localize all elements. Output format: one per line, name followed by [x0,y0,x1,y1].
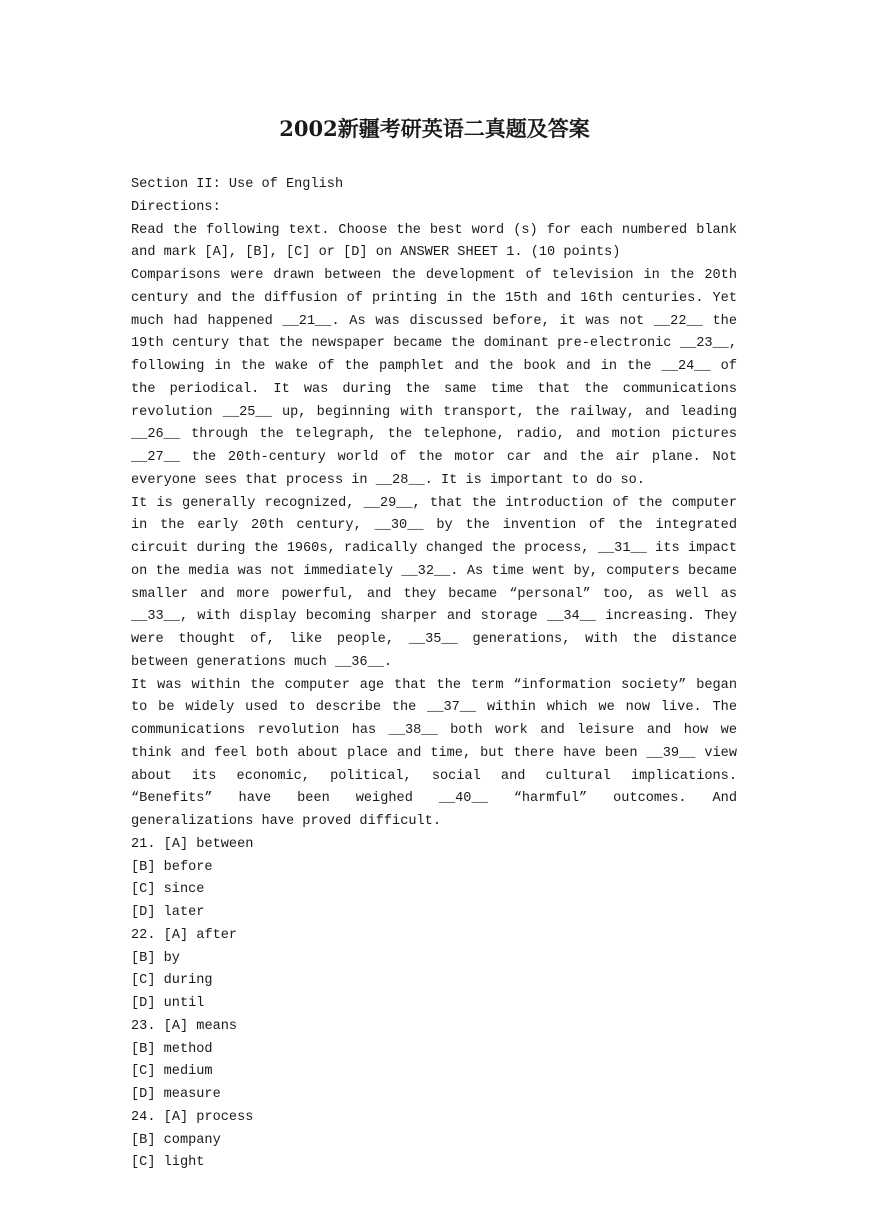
option-c: [C] since [131,882,205,898]
option-a: [A] means [163,1018,238,1034]
question-21 [131,834,737,857]
question-number: 22. [131,927,156,943]
section-heading: Section II: Use of English [131,177,344,192]
option-b: [B] method [131,1041,213,1057]
option-d: [D] later [131,905,205,920]
option-b: [B] by [131,950,180,966]
document-title: 2002新疆考研英语二真题及答案 [279,116,590,141]
option-c: [C] light [131,1155,205,1171]
option-b: [B] company [131,1132,221,1148]
option-d: [D] measure [131,1087,221,1102]
option-a: [A] after [163,927,238,943]
option-c: [C] during [131,973,213,989]
question-24 [131,1107,737,1130]
option-a: [A] process [163,1109,254,1125]
question-number: 21. [131,836,156,852]
question-22 [131,925,737,948]
directions-text: Read the following text. Choose the best word (s) for each numbered blank and mark [A], [B], [C] or [D] on ANSWER SHEET 1. (10 points) [131,222,737,261]
passage-paragraph-2: It is generally recognized, __29__, that the introduction of the computer in the early 20th century, __30__ by the invention of the integrated circuit during the 1960s, radically changed the process, __31__ its impact on the media was not immediately __32__. As time went by, computers became smaller and more powerful, and they became “personal” too, as well as __33__, with display becoming sharper and storage __34__ increasing. They were thought of, like people, __35__ generations, with the distance between generations much __36__. [131,495,737,670]
question-23 [131,1016,737,1039]
directions-label: Directions: [131,199,221,215]
question-number: 24. [131,1109,156,1125]
option-d: [D] until [131,996,205,1011]
option-a: [A] between [163,836,254,852]
document-body [131,174,737,1175]
passage-paragraph-1: Comparisons were drawn between the development of television in the 20th century and the diffusion of printing in the 15th and 16th centuries. Yet much had happened __21__. As was discussed before, it was not __22__ the 19th century that the newspaper became the dominant pre-electronic __23__, following in the wake of the pamphlet and the book and in the __24__ of the periodical. It was during the same time that the communications revolution __25__ up, beginning with transport, the railway, and leading __26__ through the telegraph, the telephone, radio, and motion pictures __27__ the 20th-century world of the motor car and the air plane. Not everyone sees that process in __28__. It is important to do so. [131,268,737,488]
passage-paragraph-3: It was within the computer age that the term “information society” began to be widely used to describe the __37__ within which we now live. The communications revolution has __38__ both work and leisure and how we think and feel both about place and time, but there have been __39__ view about its economic, political, social and cultural implications. “Benefits” have been weighed __40__ “harmful” outcomes. And generalizations have proved difficult. [131,677,737,829]
option-c: [C] medium [131,1064,213,1080]
question-number: 23. [131,1018,156,1034]
option-b: [B] before [131,859,213,875]
